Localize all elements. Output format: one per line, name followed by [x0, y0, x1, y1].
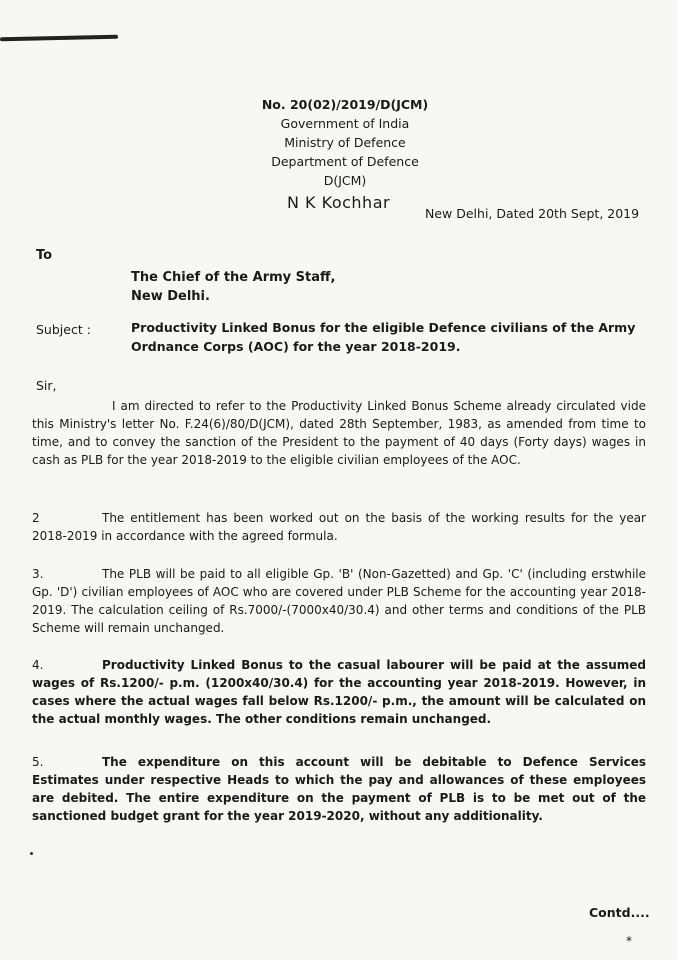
header-government: Government of India: [280, 116, 410, 131]
paragraph-3: [32, 565, 646, 637]
paragraph-5: [32, 753, 646, 825]
scan-dot: [30, 852, 33, 855]
salutation: Sir,: [36, 378, 57, 393]
header-department: Department of Defence: [271, 154, 419, 169]
reference-number: No. 20(02)/2019/D(JCM): [261, 97, 429, 112]
paragraph-2: [32, 509, 646, 545]
signer-name: N K Kochhar: [287, 193, 391, 212]
paragraph-5-number: 5.: [32, 755, 44, 769]
paragraph-5-text: The expenditure on this account will be debitable to Defence Services Estimates under respective Heads to which the pay and allowances of these employees are debited. The entire expenditure on the payment of PLB is to be met out of the sanctioned budget grant for the year 2019-2020, without any additionality.: [32, 755, 646, 823]
continued-marker: Contd....: [589, 905, 650, 920]
subject-text: Productivity Linked Bonus for the eligible Defence civilians of the Army Ordnance Corps (AOC) for the year 2018-2019.: [131, 320, 636, 354]
paragraph-4-text: Productivity Linked Bonus to the casual labourer will be paid at the assumed wages of Rs.1200/- p.m. (1200x40/30.4) for the accounting year 2018-2019. However, in cases where the actual wages fall below Rs.1200/- p.m., the amount will be calculated on the actual monthly wages. The other conditions remain unchanged.: [32, 658, 646, 726]
subject-label: Subject :: [36, 322, 91, 337]
paragraph-1-text: I am directed to refer to the Productivity Linked Bonus Scheme already circulated vide this Ministry's letter No. F.24(6)/80/D(JCM), dated 28th September, 1983, as amended from time to time, and to convey the sanction of the President to the payment of 40 days (Forty days) wages in cash as PLB for the year 2018-2019 to the eligible civilian employees of the AOC.: [32, 399, 646, 467]
addressee: [131, 268, 335, 306]
paragraph-2-text: The entitlement has been worked out on the basis of the working results for the year 2018-2019 in accordance with the agreed formula.: [32, 511, 646, 543]
header-section: D(JCM): [323, 173, 367, 188]
addressee-line-1: The Chief of the Army Staff,: [131, 270, 336, 285]
paragraph-3-text: The PLB will be paid to all eligible Gp. 'B' (Non-Gazetted) and Gp. 'C' (including erstwhile Gp. 'D') civilian employees of AOC who are covered under PLB Scheme for the accounting year 2018-2019. The calculation ceiling of Rs.7000/-(7000x40/30.4) and other terms and conditions of the PLB Scheme will remain unchanged.: [32, 567, 646, 635]
scan-edge-mark: [0, 35, 118, 41]
paragraph-2-number: 2: [32, 511, 40, 525]
paragraph-1: [32, 397, 646, 469]
addressee-line-2: New Delhi.: [131, 289, 210, 304]
letter-header: [255, 95, 435, 190]
letter-date: New Delhi, Dated 20th Sept, 2019: [425, 206, 640, 221]
paragraph-3-number: 3.: [32, 567, 44, 581]
to-label: To: [36, 248, 53, 263]
footer-mark: *: [626, 934, 632, 948]
paragraph-4: [32, 656, 646, 728]
header-ministry: Ministry of Defence: [284, 135, 406, 150]
paragraph-4-number: 4.: [32, 658, 44, 672]
